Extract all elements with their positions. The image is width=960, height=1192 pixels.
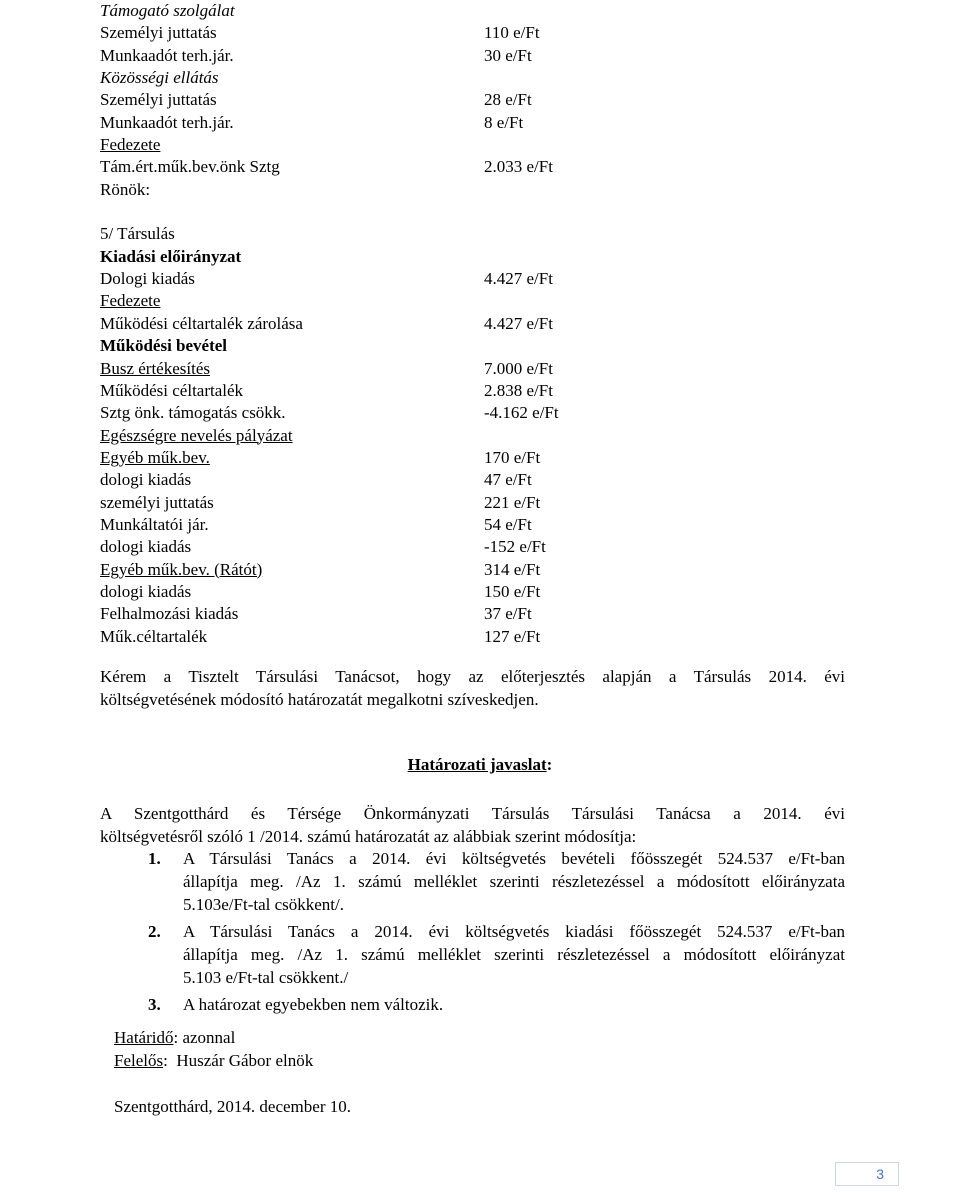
budget-row-label: Sztg önk. támogatás csökk. — [100, 403, 286, 423]
proposal-list — [100, 847, 845, 1020]
budget-row-label: Busz értékesítés — [100, 358, 210, 378]
budget-row — [100, 559, 620, 581]
budget-row-value: 7.000 e/Ft — [484, 358, 553, 378]
list-item — [100, 847, 845, 916]
budget-row — [100, 67, 620, 89]
budget-row — [100, 514, 620, 536]
budget-row — [100, 358, 620, 380]
budget-row-label: dologi kiadás — [100, 537, 192, 557]
budget-row-label: Felhalmozási kiadás — [100, 604, 239, 624]
budget-row-value: 28 e/Ft — [484, 90, 532, 110]
proposal-heading — [0, 755, 960, 775]
budget-row-value: 2.838 e/Ft — [484, 380, 553, 400]
budget-row-value: -4.162 e/Ft — [484, 403, 559, 423]
budget-row-value: 127 e/Ft — [484, 626, 541, 646]
budget-row-label: Működési céltartalék — [100, 380, 244, 400]
budget-row-value: 150 e/Ft — [484, 581, 541, 601]
proposal-heading-colon: : — [546, 755, 553, 774]
list-item-line: 5.103 e/Ft-tal csökkent./ — [183, 968, 349, 987]
budget-row-value: 54 e/Ft — [484, 514, 532, 534]
budget-row-label: Műk.céltartalék — [100, 626, 208, 646]
budget-row — [100, 425, 620, 447]
budget-row — [100, 335, 620, 357]
request-line-1: Kérem a Tisztelt Társulási Tanácsot, hogy az előterjesztés alapján a Társulás 2014. évi — [100, 667, 845, 686]
budget-row — [100, 22, 620, 44]
budget-row — [100, 201, 620, 223]
budget-row — [100, 603, 620, 625]
list-item-number: 3. — [148, 995, 161, 1014]
budget-row-label: Munkaadót terh.jár. — [100, 45, 234, 65]
budget-row-value: 4.427 e/Ft — [484, 269, 553, 289]
budget-row-value: 30 e/Ft — [484, 45, 532, 65]
budget-row-value: 2.033 e/Ft — [484, 157, 553, 177]
budget-row-label: dologi kiadás — [100, 581, 192, 601]
budget-row-label: Személyi juttatás — [100, 90, 217, 110]
budget-row-label: 5/ Társulás — [100, 224, 175, 244]
budget-row — [100, 290, 620, 312]
budget-row-value: 314 e/Ft — [484, 559, 541, 579]
budget-row-label: Munkaadót terh.jár. — [100, 112, 234, 132]
budget-row — [100, 492, 620, 514]
list-item — [100, 993, 845, 1016]
budget-row — [100, 313, 620, 335]
budget-row-label: Kiadási előirányzat — [100, 246, 242, 266]
budget-row-value: 37 e/Ft — [484, 604, 532, 624]
budget-row-label: Dologi kiadás — [100, 269, 195, 289]
list-item — [100, 920, 845, 989]
budget-row — [100, 626, 620, 648]
budget-row — [100, 469, 620, 491]
budget-row — [100, 45, 620, 67]
deadline-label: Határidő — [114, 1028, 174, 1047]
list-item-line: állapítja meg. /Az 1. számú melléklet szerinti részletezéssel a módosított előirányzat — [183, 945, 845, 964]
budget-row-label: Működési céltartalék zárolása — [100, 313, 303, 333]
budget-row — [100, 447, 620, 469]
request-line-2: költségvetésének módosító határozatát megalkotni szíveskedjen. — [100, 690, 539, 709]
budget-row-label: Tám.ért.műk.bev.önk Sztg — [100, 157, 280, 177]
list-item-line: A Társulási Tanács a 2014. évi költségvetés bevételi főösszegét 524.537 e/Ft-ban — [183, 849, 845, 868]
list-item-line: 5.103e/Ft-tal csökkent/. — [183, 895, 345, 914]
list-item-line: A Társulási Tanács a 2014. évi költségvetés kiadási főösszegét 524.537 e/Ft-ban — [183, 922, 845, 941]
budget-row-value: 221 e/Ft — [484, 492, 541, 512]
budget-row — [100, 380, 620, 402]
budget-row — [100, 246, 620, 268]
budget-row — [100, 156, 620, 178]
budget-row — [100, 179, 620, 201]
request-paragraph — [100, 665, 845, 711]
proposal-intro — [100, 802, 845, 848]
budget-row-label: Támogató szolgálat — [100, 1, 235, 20]
budget-row-label: Munkáltatói jár. — [100, 514, 209, 534]
budget-row-label: Egyéb műk.bev. — [100, 447, 210, 467]
page-number: 3 — [876, 1166, 884, 1182]
responsible-value: : Huszár Gábor elnök — [163, 1051, 314, 1070]
proposal-intro-line-2: költségvetésről szóló 1 /2014. számú határozatát az alábbiak szerint módosítja: — [100, 827, 637, 846]
budget-row — [100, 536, 620, 558]
budget-row — [100, 89, 620, 111]
budget-row — [100, 0, 620, 22]
budget-row-label: személyi juttatás — [100, 492, 214, 512]
budget-row-label: Személyi juttatás — [100, 23, 217, 43]
budget-row — [100, 112, 620, 134]
budget-row-value: 47 e/Ft — [484, 470, 532, 490]
budget-row-label: Közösségi ellátás — [100, 68, 219, 88]
budget-row — [100, 223, 620, 245]
budget-row-label: dologi kiadás — [100, 470, 192, 490]
budget-row-label: Rönök: — [100, 179, 151, 199]
budget-row-value: -152 e/Ft — [484, 537, 546, 557]
budget-row — [100, 134, 620, 156]
proposal-heading-text: Határozati javaslat — [407, 755, 547, 774]
list-item-line: állapítja meg. /Az 1. számú melléklet szerinti részletezéssel a módosított előirányzata — [183, 872, 845, 891]
budget-row-value: 8 e/Ft — [484, 112, 524, 132]
budget-row-label: Fedezete — [100, 291, 161, 311]
budget-row-value: 170 e/Ft — [484, 447, 541, 467]
deadline — [114, 1026, 235, 1049]
proposal-intro-line-1: A Szentgotthárd és Térsége Önkormányzati Társulás Társulási Tanácsa a 2014. évi — [100, 804, 845, 823]
budget-rows — [100, 0, 620, 648]
list-item-number: 1. — [148, 849, 161, 868]
budget-row-value: 110 e/Ft — [484, 23, 540, 43]
responsible — [114, 1049, 313, 1072]
budget-row-label: Fedezete — [100, 135, 161, 155]
budget-row-label: Működési bevétel — [100, 336, 228, 356]
budget-row-label: Egyéb műk.bev. (Rátót) — [100, 559, 263, 579]
place-date: Szentgotthárd, 2014. december 10. — [114, 1097, 351, 1116]
budget-row — [100, 402, 620, 424]
budget-row-value: 4.427 e/Ft — [484, 313, 553, 333]
list-item-line: A határozat egyebekben nem változik. — [183, 995, 444, 1014]
budget-row-label: Egészségre nevelés pályázat — [100, 425, 293, 445]
page-number-box — [835, 1162, 899, 1186]
budget-row — [100, 268, 620, 290]
budget-row — [100, 581, 620, 603]
list-item-number: 2. — [148, 922, 161, 941]
responsible-label: Felelős — [114, 1051, 164, 1070]
deadline-value: : azonnal — [173, 1028, 236, 1047]
